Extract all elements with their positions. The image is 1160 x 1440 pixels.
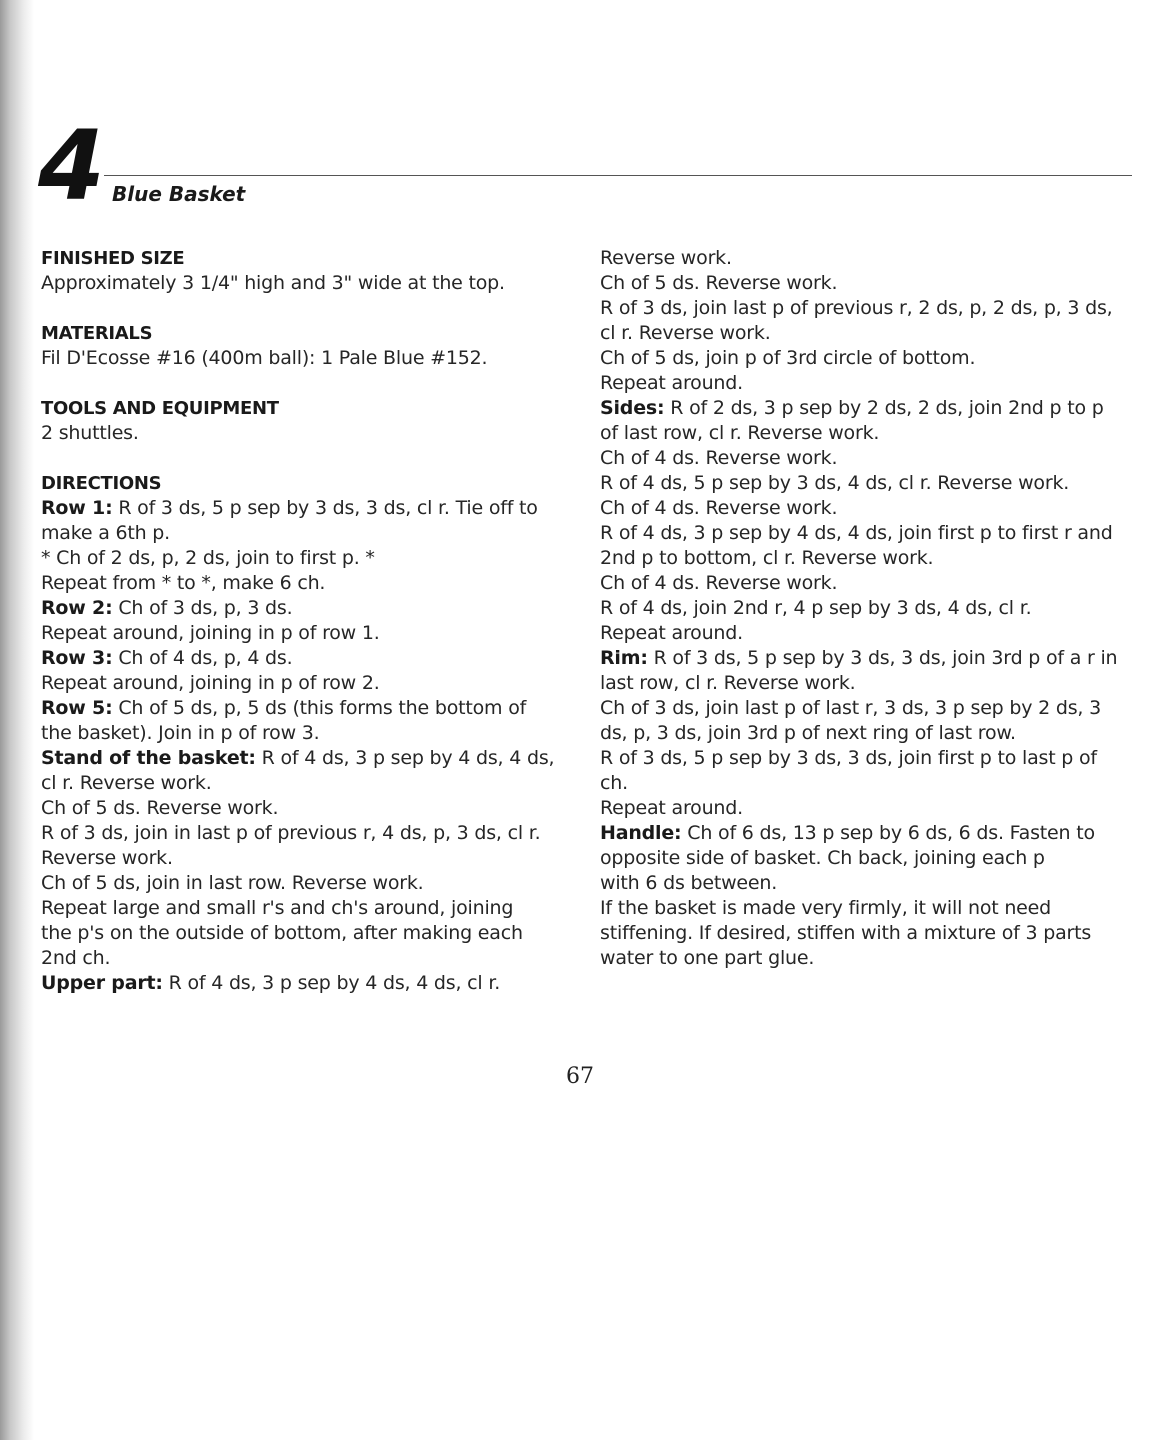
section-text: 2 shuttles. (41, 422, 139, 444)
instruction-text: Reverse work. (600, 247, 732, 269)
instruction-text: R of 4 ds, 5 p sep by 3 ds, 4 ds, cl r. Reverse work. (600, 472, 1070, 494)
section-finished-size (41, 246, 581, 296)
instruction-line (41, 846, 581, 871)
instruction-text: R of 3 ds, join in last p of previous r, 4 ds, p, 3 ds, cl r. (41, 822, 541, 844)
directions-heading: DIRECTIONS (41, 473, 162, 494)
instruction-line (41, 796, 581, 821)
instruction-label: Handle: (600, 822, 682, 844)
instruction-label: Row 5: (41, 697, 113, 719)
left-column (41, 246, 581, 996)
instruction-line (41, 571, 581, 596)
instruction-text: R of 3 ds, 5 p sep by 3 ds, 3 ds, join first p to last p of (600, 747, 1097, 769)
instruction-text: R of 3 ds, 5 p sep by 3 ds, 3 ds, join 3rd p of a r in (647, 647, 1118, 669)
instruction-line (600, 796, 1140, 821)
instruction-text: Ch of 3 ds, join last p of last r, 3 ds, 3 p sep by 2 ds, 3 (600, 697, 1101, 719)
instruction-line (41, 696, 581, 721)
instruction-line (600, 946, 1140, 971)
instruction-line (600, 646, 1140, 671)
instruction-label: Row 2: (41, 597, 113, 619)
instruction-text: make a 6th p. (41, 522, 171, 544)
instruction-line (600, 421, 1140, 446)
instruction-line (600, 846, 1140, 871)
instruction-text: R of 4 ds, 3 p sep by 4 ds, 4 ds, cl r. (162, 972, 501, 994)
instruction-line (600, 571, 1140, 596)
instruction-text: ds, p, 3 ds, join 3rd p of next ring of last row. (600, 722, 1016, 744)
instruction-text: Ch of 6 ds, 13 p sep by 6 ds, 6 ds. Fasten to (681, 822, 1095, 844)
instruction-text: R of 3 ds, join last p of previous r, 2 ds, p, 2 ds, p, 3 ds, (600, 297, 1113, 319)
section-heading: MATERIALS (41, 323, 153, 344)
instruction-line (600, 746, 1140, 771)
instruction-text: cl r. Reverse work. (41, 772, 212, 794)
instruction-text: * Ch of 2 ds, p, 2 ds, join to first p. * (41, 547, 375, 569)
instruction-text: last row, cl r. Reverse work. (600, 672, 856, 694)
book-spine-shadow (0, 0, 34, 1440)
instruction-line (600, 871, 1140, 896)
instruction-text: Ch of 4 ds, p, 4 ds. (112, 647, 293, 669)
instruction-text: Ch of 4 ds. Reverse work. (600, 497, 838, 519)
instruction-line (41, 621, 581, 646)
instruction-line (41, 746, 581, 771)
instruction-line (41, 671, 581, 696)
instruction-text: Ch of 5 ds, join in last row. Reverse work. (41, 872, 424, 894)
instruction-text: ch. (600, 772, 628, 794)
instruction-text: R of 4 ds, join 2nd r, 4 p sep by 3 ds, 4 ds, cl r. (600, 597, 1032, 619)
page-title: Blue Basket (112, 182, 246, 206)
title-rule (104, 175, 1132, 176)
instruction-line (600, 596, 1140, 621)
instruction-line (600, 271, 1140, 296)
instruction-label: Upper part: (41, 972, 163, 994)
instruction-text: 2nd p to bottom, cl r. Reverse work. (600, 547, 934, 569)
instruction-text: Repeat around, joining in p of row 2. (41, 672, 380, 694)
instruction-text: cl r. Reverse work. (600, 322, 771, 344)
section-heading: FINISHED SIZE (41, 248, 185, 269)
instruction-line (41, 546, 581, 571)
instruction-line (600, 621, 1140, 646)
instruction-line (41, 871, 581, 896)
directions-lines-right (600, 246, 1140, 971)
instruction-text: Ch of 5 ds. Reverse work. (41, 797, 279, 819)
instruction-text: Repeat from * to *, make 6 ch. (41, 572, 326, 594)
instruction-line (600, 721, 1140, 746)
instruction-line (600, 371, 1140, 396)
page-number: 67 (566, 1064, 594, 1089)
instruction-line (600, 696, 1140, 721)
right-column (600, 246, 1140, 971)
instruction-text: R of 4 ds, 3 p sep by 4 ds, 4 ds, (255, 747, 555, 769)
instruction-line (41, 921, 581, 946)
section-text: Approximately 3 1/4" high and 3" wide at the top. (41, 272, 505, 294)
instruction-text: Ch of 4 ds. Reverse work. (600, 447, 838, 469)
instruction-line (600, 546, 1140, 571)
instruction-line (600, 521, 1140, 546)
instruction-label: Sides: (600, 397, 665, 419)
section-tools (41, 396, 581, 446)
instruction-line (41, 646, 581, 671)
instruction-line (600, 496, 1140, 521)
instruction-line (41, 946, 581, 971)
instruction-line (41, 596, 581, 621)
instruction-text: R of 2 ds, 3 p sep by 2 ds, 2 ds, join 2nd p to p (664, 397, 1104, 419)
instruction-text: the basket). Join in p of row 3. (41, 722, 320, 744)
instruction-text: R of 4 ds, 3 p sep by 4 ds, 4 ds, join first p to first r and (600, 522, 1113, 544)
instruction-text: the p's on the outside of bottom, after making each (41, 922, 523, 944)
instruction-line (600, 821, 1140, 846)
instruction-line (600, 446, 1140, 471)
instruction-text: Repeat around. (600, 622, 743, 644)
instruction-text: Repeat large and small r's and ch's around, joining (41, 897, 514, 919)
instruction-text: with 6 ds between. (600, 872, 778, 894)
instruction-text: Repeat around. (600, 372, 743, 394)
section-text: Fil D'Ecosse #16 (400m ball): 1 Pale Blue #152. (41, 347, 488, 369)
instruction-line (600, 321, 1140, 346)
instruction-text: Ch of 4 ds. Reverse work. (600, 572, 838, 594)
instruction-label: Rim: (600, 647, 648, 669)
instruction-text: Repeat around, joining in p of row 1. (41, 622, 380, 644)
instruction-text: water to one part glue. (600, 947, 815, 969)
instruction-text: Reverse work. (41, 847, 173, 869)
instruction-line (600, 346, 1140, 371)
instruction-line (600, 671, 1140, 696)
section-materials (41, 321, 581, 371)
instruction-line (600, 921, 1140, 946)
instruction-text: Ch of 5 ds, join p of 3rd circle of bottom. (600, 347, 976, 369)
instruction-text: of last row, cl r. Reverse work. (600, 422, 880, 444)
instruction-text: Ch of 3 ds, p, 3 ds. (112, 597, 293, 619)
instruction-line (41, 896, 581, 921)
section-directions (41, 471, 581, 996)
instruction-line (600, 246, 1140, 271)
instruction-line (600, 771, 1140, 796)
instruction-text: Repeat around. (600, 797, 743, 819)
instruction-text: Ch of 5 ds, p, 5 ds (this forms the bottom of (112, 697, 527, 719)
instruction-line (600, 471, 1140, 496)
chapter-number: 4 (38, 110, 103, 222)
instruction-line (41, 771, 581, 796)
instruction-text: R of 3 ds, 5 p sep by 3 ds, 3 ds, cl r. Tie off to (112, 497, 538, 519)
instruction-label: Row 3: (41, 647, 113, 669)
section-heading: TOOLS AND EQUIPMENT (41, 398, 279, 419)
instruction-line (41, 496, 581, 521)
instruction-line (41, 521, 581, 546)
instruction-line (600, 296, 1140, 321)
instruction-line (41, 721, 581, 746)
instruction-text: opposite side of basket. Ch back, joining each p (600, 847, 1045, 869)
instruction-text: Ch of 5 ds. Reverse work. (600, 272, 838, 294)
instruction-label: Stand of the basket: (41, 747, 256, 769)
instruction-text: stiffening. If desired, stiffen with a mixture of 3 parts (600, 922, 1092, 944)
instruction-text: 2nd ch. (41, 947, 111, 969)
directions-lines-left (41, 496, 581, 996)
instruction-line (600, 896, 1140, 921)
instruction-line (41, 821, 581, 846)
instruction-line (41, 971, 581, 996)
instruction-line (600, 396, 1140, 421)
instruction-text: If the basket is made very firmly, it will not need (600, 897, 1052, 919)
instruction-label: Row 1: (41, 497, 113, 519)
